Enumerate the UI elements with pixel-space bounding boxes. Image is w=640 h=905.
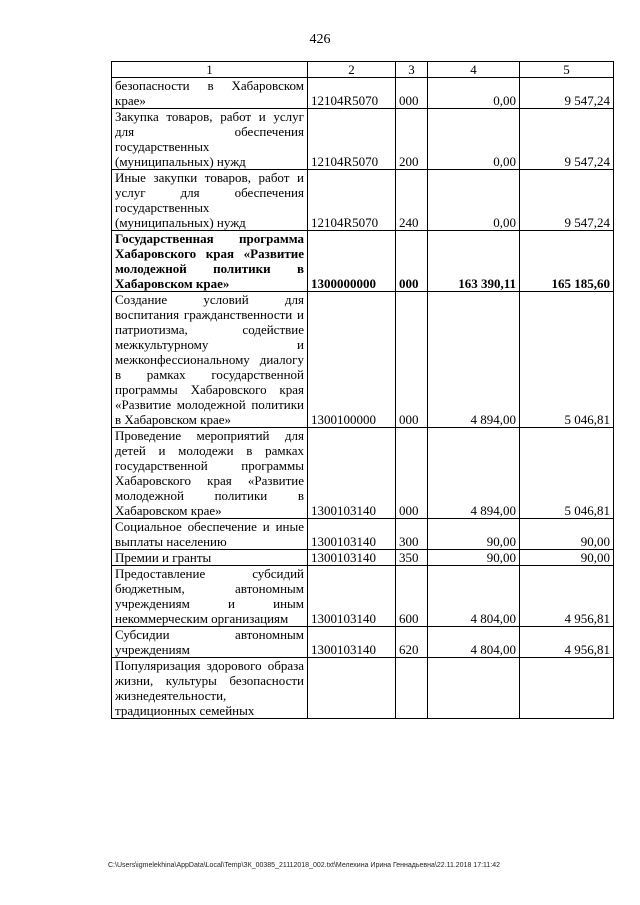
row-value-2019-cell: 90,00 [428, 519, 520, 550]
row-vr-cell [396, 658, 428, 719]
row-value-2019-cell: 4 804,00 [428, 627, 520, 658]
row-value-2020-cell: 9 547,24 [520, 170, 614, 231]
row-csr-cell: 1300103140 [308, 428, 396, 519]
row-csr-cell: 1300000000 [308, 231, 396, 292]
row-csr-cell: 1300103140 [308, 627, 396, 658]
row-vr-cell: 200 [396, 109, 428, 170]
row-vr-cell: 240 [396, 170, 428, 231]
row-vr-cell: 000 [396, 78, 428, 109]
row-name-cell: Премии и гранты [112, 550, 308, 566]
row-value-2020-cell: 9 547,24 [520, 109, 614, 170]
row-name-cell: Популяризация здорового образа жизни, культуры безопасности жизнедеятельности, традиционных семейных [112, 658, 308, 719]
row-vr-cell: 350 [396, 550, 428, 566]
header-col-2: 2 [308, 62, 396, 78]
row-csr-cell: 1300103140 [308, 519, 396, 550]
row-value-2019-cell [428, 658, 520, 719]
row-value-2019-cell: 4 804,00 [428, 566, 520, 627]
row-value-2019-cell: 0,00 [428, 78, 520, 109]
row-vr-cell: 600 [396, 566, 428, 627]
row-csr-cell: 1300100000 [308, 292, 396, 428]
row-name-cell: безопасности в Хабаровском крае» [112, 78, 308, 109]
row-name-cell: Субсидии автономным учреждениям [112, 627, 308, 658]
row-value-2019-cell: 90,00 [428, 550, 520, 566]
table-row [112, 428, 614, 519]
row-name-cell: Иные закупки товаров, работ и услуг для обеспечения государственных (муниципальных) нужд [112, 170, 308, 231]
header-col-3: 3 [396, 62, 428, 78]
row-value-2019-cell: 4 894,00 [428, 292, 520, 428]
table-row [112, 627, 614, 658]
row-value-2020-cell: 5 046,81 [520, 428, 614, 519]
row-vr-cell: 620 [396, 627, 428, 658]
row-vr-cell: 000 [396, 231, 428, 292]
table-row [112, 292, 614, 428]
row-value-2020-cell: 165 185,60 [520, 231, 614, 292]
row-csr-cell [308, 658, 396, 719]
row-value-2020-cell: 90,00 [520, 550, 614, 566]
row-value-2020-cell [520, 658, 614, 719]
row-vr-cell: 000 [396, 428, 428, 519]
row-csr-cell: 12104R5070 [308, 109, 396, 170]
table-row [112, 566, 614, 627]
header-col-1: 1 [112, 62, 308, 78]
table-row [112, 658, 614, 719]
row-name-cell: Государственная программа Хабаровского края «Развитие молодежной политики в Хабаровском крае» [112, 231, 308, 292]
row-value-2020-cell: 4 956,81 [520, 566, 614, 627]
page-number: 426 [309, 32, 331, 47]
row-csr-cell: 12104R5070 [308, 170, 396, 231]
table-header-row [112, 62, 614, 78]
row-value-2020-cell: 90,00 [520, 519, 614, 550]
row-value-2020-cell: 4 956,81 [520, 627, 614, 658]
header-col-5: 5 [520, 62, 614, 78]
row-name-cell: Закупка товаров, работ и услуг для обеспечения государственных (муниципальных) нужд [112, 109, 308, 170]
file-path-footer: C:\Users\igmelekhina\AppData\Local\Temp\ЗК_00385_21112018_002.txt\Мелехина Ирина Геннадьевна\22.11.2018 17:11:42 [108, 862, 501, 869]
table-row [112, 519, 614, 550]
row-value-2019-cell: 163 390,11 [428, 231, 520, 292]
row-name-cell: Создание условий для воспитания гражданственности и патриотизма, содействие межкультурному и межконфессиональному диалогу в рамках государственной программы Хабаровского края «Развитие молодежной политики в Хабаровском крае» [112, 292, 308, 428]
row-csr-cell: 1300103140 [308, 550, 396, 566]
row-vr-cell: 000 [396, 292, 428, 428]
row-vr-cell: 300 [396, 519, 428, 550]
row-value-2019-cell: 0,00 [428, 109, 520, 170]
table-row [112, 550, 614, 566]
row-name-cell: Проведение мероприятий для детей и молодежи в рамках государственной программы Хабаровского края «Развитие молодежной политики в Хабаровском крае» [112, 428, 308, 519]
row-csr-cell: 12104R5070 [308, 78, 396, 109]
table-row [112, 109, 614, 170]
table-row [112, 231, 614, 292]
table-row [112, 78, 614, 109]
row-value-2019-cell: 4 894,00 [428, 428, 520, 519]
row-value-2020-cell: 9 547,24 [520, 78, 614, 109]
budget-table [111, 61, 614, 719]
row-value-2020-cell: 5 046,81 [520, 292, 614, 428]
header-col-4: 4 [428, 62, 520, 78]
row-name-cell: Социальное обеспечение и иные выплаты населению [112, 519, 308, 550]
row-csr-cell: 1300103140 [308, 566, 396, 627]
table-row [112, 170, 614, 231]
row-name-cell: Предоставление субсидий бюджетным, автономным учреждениям и иным некоммерческим организациям [112, 566, 308, 627]
row-value-2019-cell: 0,00 [428, 170, 520, 231]
